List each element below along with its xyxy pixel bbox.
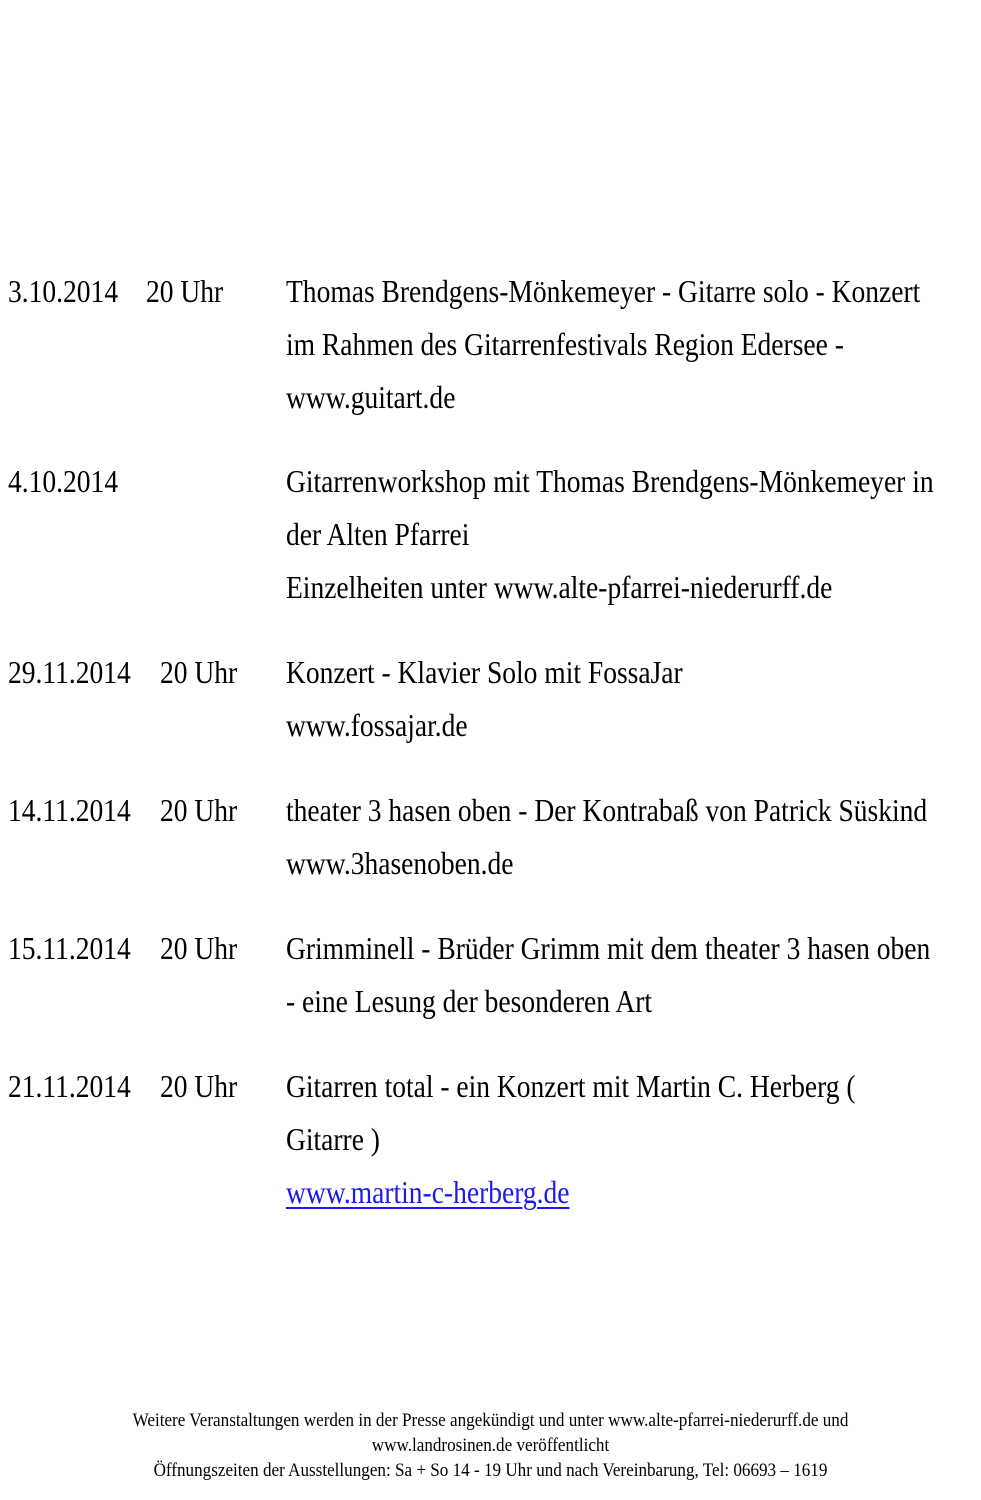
event-time: 20 Uhr [160, 654, 238, 690]
footer-line: www.landrosinen.de veröffentlicht [371, 1435, 610, 1456]
event-description-line: - eine Lesung der besonderen Art [286, 983, 653, 1019]
event-description-line: Grimminell - Brüder Grimm mit dem theater 3 hasen oben [286, 930, 931, 966]
footer-opening-hours: Öffnungszeiten der Ausstellungen: Sa + So 14 - 19 Uhr und nach Vereinbarung, Tel: 06693 – 1619 [153, 1460, 828, 1481]
event-description [286, 265, 974, 424]
event-description [286, 784, 974, 890]
event-time: 20 Uhr [160, 930, 238, 966]
event-date: 3.10.2014 [8, 273, 119, 309]
event-description-line: Gitarrenworkshop mit Thomas Brendgens-Mönkemeyer in [286, 463, 934, 499]
event-description [286, 1060, 974, 1219]
event-description-line: www.fossajar.de [286, 707, 468, 743]
event-description-line: Thomas Brendgens-Mönkemeyer - Gitarre solo - Konzert [286, 273, 921, 309]
event-date: 4.10.2014 [8, 463, 119, 499]
event-description-line: Einzelheiten unter www.alte-pfarrei-niederurff.de [286, 569, 833, 605]
event-description [286, 455, 974, 614]
event-website-link[interactable]: www.martin-c-herberg.de [286, 1174, 570, 1210]
event-time: 20 Uhr [160, 792, 238, 828]
event-description-line: der Alten Pfarrei [286, 516, 470, 552]
event-description-line: www.3hasenoben.de [286, 845, 514, 881]
event-description-line: www.guitart.de [286, 379, 456, 415]
event-time: 20 Uhr [160, 1068, 238, 1104]
event-time: 20 Uhr [146, 273, 224, 309]
event-description-line: Gitarre ) [286, 1121, 380, 1157]
event-description [286, 646, 974, 752]
event-description-line: Gitarren total - ein Konzert mit Martin C. Herberg ( [286, 1068, 856, 1104]
event-description-line: theater 3 hasen oben - Der Kontrabaß von Patrick Süskind [286, 792, 928, 828]
event-date: 29.11.2014 [8, 654, 131, 690]
event-description [286, 922, 974, 1028]
footer-line: Weitere Veranstaltungen werden in der Presse angekündigt und unter www.alte-pfarrei-niederurff.de und [132, 1410, 849, 1431]
event-date: 14.11.2014 [8, 792, 131, 828]
event-date: 15.11.2014 [8, 930, 131, 966]
event-description-line: Konzert - Klavier Solo mit FossaJar [286, 654, 683, 690]
event-date: 21.11.2014 [8, 1068, 131, 1104]
event-description-line: im Rahmen des Gitarrenfestivals Region Edersee - [286, 326, 844, 362]
page-footer [0, 1408, 981, 1483]
